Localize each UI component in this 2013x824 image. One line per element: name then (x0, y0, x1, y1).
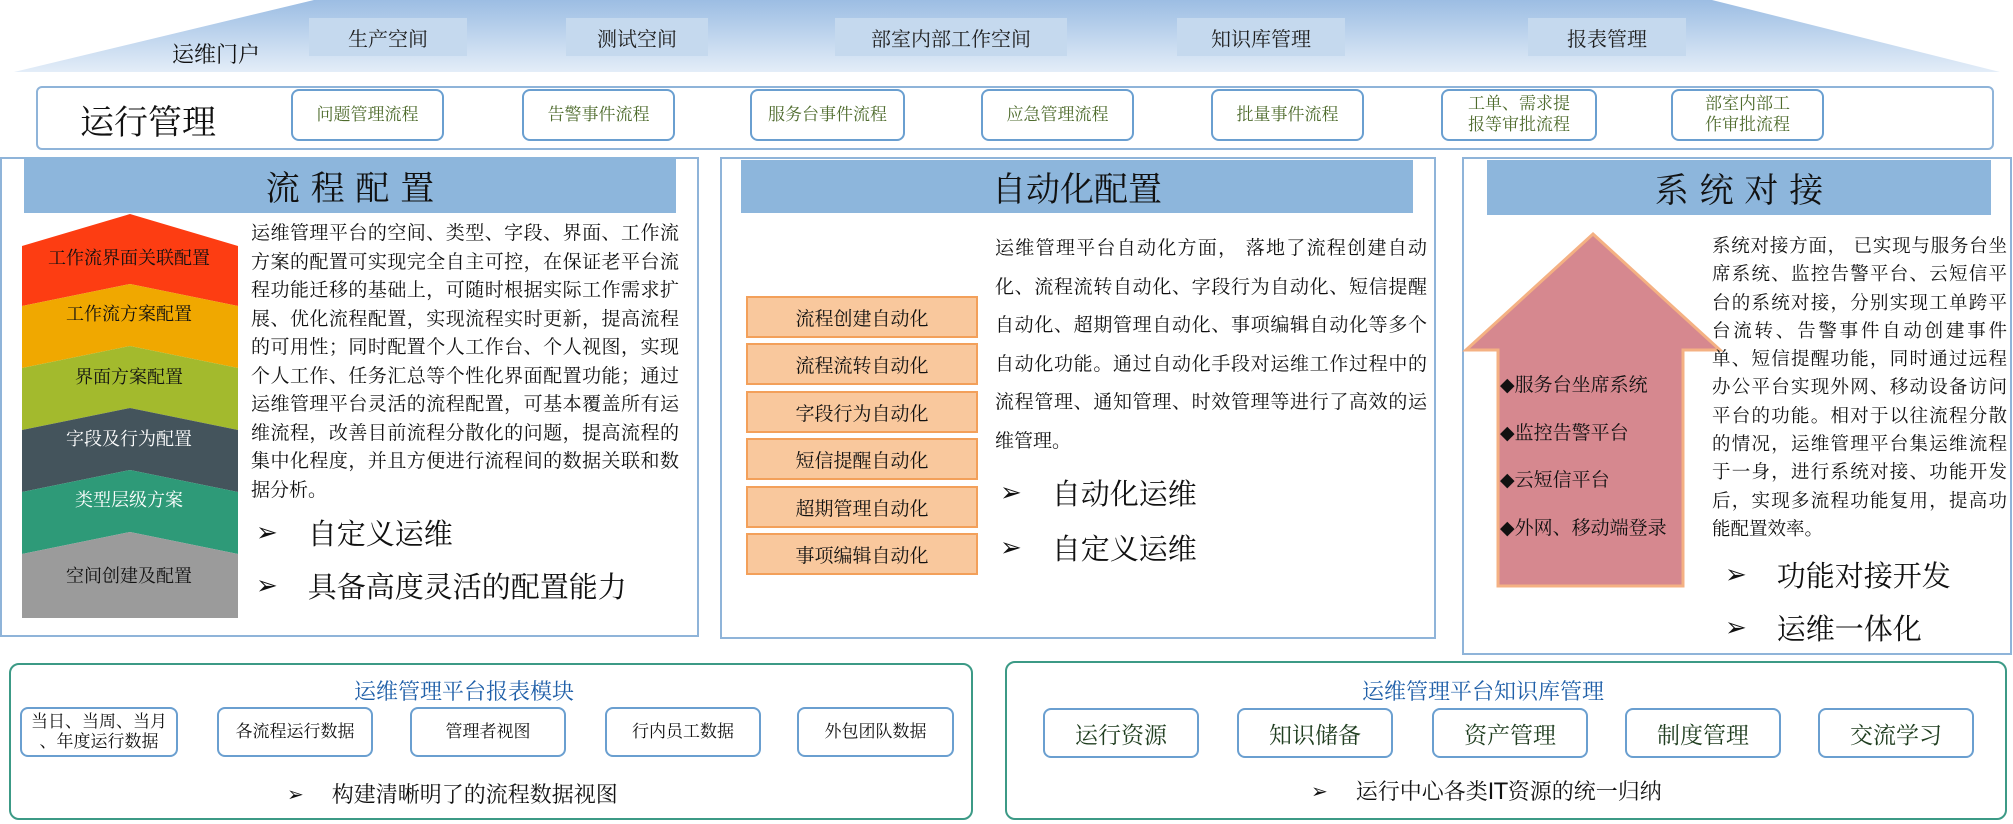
ops-button-servicedesk[interactable]: 服务台事件流程 (750, 89, 905, 141)
layer-label-workflow-ui: 工作流界面关联配置 (48, 248, 210, 269)
report-button-process[interactable]: 各流程运行数据 (217, 707, 373, 757)
flow-bullet-flexible: ➢ 具备高度灵活的配置能力 (256, 570, 627, 604)
portal-title: 运维门户 (172, 43, 261, 68)
knowledge-button-exchange[interactable]: 交流学习 (1818, 708, 1974, 758)
system-integration-description: 系统对接方面， 已实现与服务台坐席系统、监控告警平台、云短信平台的系统对接，分别实现工单跨平台流转、告警事件自动创建事件单、短信提醒功能，同时通过远程办公平台实现外网、移动设备访问平台的功能。相对于以往流程分散的情况，运维管理平台集运维流程于一身，进行系统对接、功能开发后，实现多流程功能复用，提高功能配置效率。 (1712, 236, 2007, 540)
portal-tab-report[interactable]: 报表管理 (1528, 18, 1686, 56)
knowledge-footer: ➢ 运行中心各类IT资源的统一归纳 (1311, 778, 1662, 805)
auto-bullet-automation: ➢ 自动化运维 (1000, 477, 1197, 511)
portal-tab-department[interactable]: 部室内部工作空间 (835, 18, 1067, 56)
arrow-item-servicedesk: ◆服务台坐席系统 (1500, 374, 1648, 396)
auto-item-overdue: 超期管理自动化 (746, 486, 978, 528)
flow-config-description: 运维管理平台的空间、类型、字段、界面、工作流方案的配置可实现完全自主可控，在保证老平台流程功能迁移的基础上，可随时根据实际工作需求扩展、优化流程配置，实现流程实时更新，提高流程的可用性；同时配置个人工作台、个人视图，实现个人工作、任务汇总等个性化界面配置功能；通过运维管理平台灵活的流程配置，可基本覆盖所有运维流程，改善目前流程分散化的问题，提高流程的集中化程度，并且方便进行流程间的数据关联和数据分析。 (251, 222, 679, 501)
system-bullet-integration: ➢ 功能对接开发 (1725, 559, 1951, 593)
flow-config-header: 流 程 配 置 (24, 157, 676, 213)
knowledge-button-resources[interactable]: 运行资源 (1043, 708, 1199, 758)
arrow-item-mobile: ◆外网、移动端登录 (1500, 517, 1667, 539)
ops-button-batch[interactable]: 批量事件流程 (1211, 89, 1364, 141)
report-module-title: 运维管理平台报表模块 (354, 680, 575, 705)
auto-item-edit: 事项编辑自动化 (746, 533, 978, 575)
report-footer: ➢ 构建清晰明了的流程数据视图 (287, 781, 618, 808)
config-layer-stack (22, 214, 238, 618)
arrow-item-sms: ◆云短信平台 (1500, 469, 1610, 491)
knowledge-button-reserve[interactable]: 知识储备 (1237, 708, 1393, 758)
portal-tab-production[interactable]: 生产空间 (309, 18, 467, 56)
layer-label-field-behavior: 字段及行为配置 (66, 429, 192, 450)
automation-description: 运维管理平台自动化方面， 落地了流程创建自动化、流程流转自动化、字段行为自动化、短信提醒自动化、超期管理自动化、事项编辑自动化等多个自动化功能。通过自动化手段对运维工作过程中的流程管理、通知管理、时效管理等进行了高效的运维管理。 (995, 237, 1427, 452)
ops-button-workorder[interactable]: 工单、需求提 报等审批流程 (1441, 89, 1597, 141)
auto-item-sms: 短信提醒自动化 (746, 438, 978, 480)
auto-item-create: 流程创建自动化 (746, 296, 978, 338)
layer-label-ui-scheme: 界面方案配置 (75, 367, 183, 388)
layer-label-workflow-scheme: 工作流方案配置 (66, 304, 192, 325)
system-bullet-unified: ➢ 运维一体化 (1725, 612, 1922, 646)
layer-label-type-hierarchy: 类型层级方案 (75, 490, 183, 511)
arrow-item-monitor: ◆监控告警平台 (1500, 422, 1629, 444)
portal-tab-knowledge[interactable]: 知识库管理 (1177, 18, 1345, 56)
auto-item-transfer: 流程流转自动化 (746, 343, 978, 385)
operations-title: 运行管理 (80, 103, 216, 143)
knowledge-title: 运维管理平台知识库管理 (1362, 680, 1605, 705)
knowledge-button-policy[interactable]: 制度管理 (1625, 708, 1781, 758)
flow-bullet-custom: ➢ 自定义运维 (256, 517, 453, 551)
auto-item-field: 字段行为自动化 (746, 391, 978, 433)
report-button-outsource[interactable]: 外包团队数据 (797, 707, 954, 757)
ops-button-alert[interactable]: 告警事件流程 (522, 89, 675, 141)
ops-button-emergency[interactable]: 应急管理流程 (981, 89, 1134, 141)
ops-button-problem[interactable]: 问题管理流程 (291, 89, 444, 141)
report-button-periodic[interactable]: 当日、当周、当月 、年度运行数据 (20, 707, 178, 757)
report-button-staff[interactable]: 行内员工数据 (605, 707, 761, 757)
ops-button-department[interactable]: 部室内部工 作审批流程 (1671, 89, 1824, 141)
system-integration-header: 系 统 对 接 (1487, 160, 1991, 215)
auto-bullet-custom: ➢ 自定义运维 (1000, 532, 1197, 566)
layer-label-space-creation: 空间创建及配置 (66, 566, 192, 587)
automation-header: 自动化配置 (741, 160, 1413, 213)
knowledge-button-assets[interactable]: 资产管理 (1432, 708, 1588, 758)
report-button-manager[interactable]: 管理者视图 (410, 707, 566, 757)
portal-tab-test[interactable]: 测试空间 (566, 18, 708, 56)
